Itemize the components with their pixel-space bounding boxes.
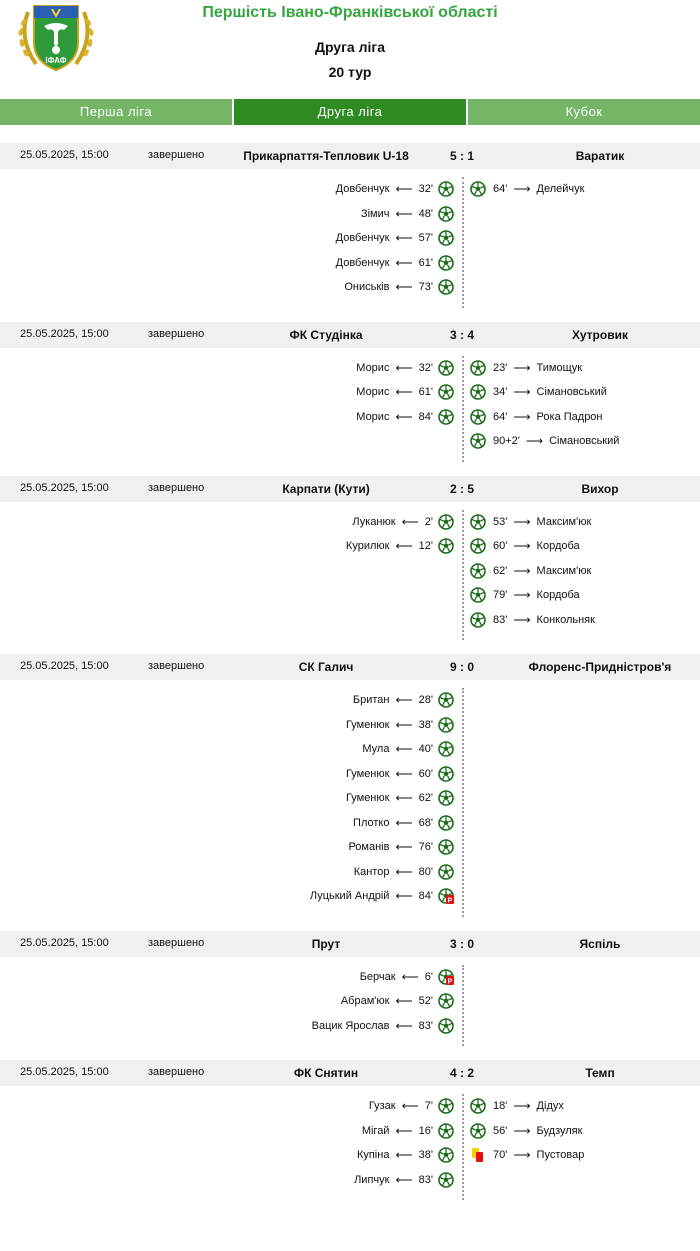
events-divider (462, 1094, 464, 1200)
scorer-name: Абрам'юк (340, 995, 390, 1007)
goal-minute: 61' (418, 386, 433, 398)
scorer-name: Зімич (360, 207, 390, 220)
scorer-name: Курилюк (345, 540, 390, 552)
away-goal-event (470, 1096, 564, 1116)
arrow-left-icon: ⟵ (395, 742, 413, 756)
ball-icon (438, 384, 454, 400)
scorer-name: Романів (348, 841, 390, 853)
ball-icon (438, 839, 454, 855)
match-status: завершено (148, 660, 205, 672)
away-team: Флоренс-Придністров'я (528, 660, 672, 674)
match-block (0, 654, 700, 917)
ball-icon (470, 1098, 486, 1114)
arrow-left-icon: ⟵ (395, 889, 413, 903)
ball-icon (438, 279, 454, 295)
goal-minute: 70' (493, 1149, 508, 1161)
scorer-name: Морис (356, 386, 390, 398)
arrow-left-icon: ⟵ (395, 182, 413, 196)
events-divider (462, 965, 464, 1047)
match-block (0, 1060, 700, 1200)
home-goal-event (336, 228, 454, 248)
goal-minute: 6' (424, 970, 433, 983)
events-divider (462, 177, 464, 308)
arrow-left-icon: ⟵ (395, 864, 413, 879)
home-team: Прикарпаття-Тепловик U-18 (243, 149, 409, 163)
home-goal-event (362, 739, 454, 759)
scorer-name: Сімановський (549, 435, 620, 447)
ball-icon (470, 514, 486, 530)
match-score: 9 : 0 (449, 660, 474, 674)
goal-minute: 57' (418, 232, 433, 244)
home-team: ФК Снятин (293, 1066, 359, 1080)
match-header-row[interactable] (0, 931, 700, 957)
away-goal-event (470, 1145, 584, 1165)
scorer-name: Гуменюк (346, 718, 390, 731)
home-goal-event (369, 1096, 454, 1116)
home-goal-event (336, 253, 454, 273)
match-date: 25.05.2025, 15:00 (20, 327, 109, 340)
goal-minute: 2' (424, 515, 433, 528)
goal-minute: 84' (418, 410, 433, 423)
scorer-name: Делейчук (536, 183, 585, 195)
goal-minute: 60' (418, 767, 433, 780)
home-goal-event (346, 536, 454, 556)
arrow-left-icon: ⟵ (395, 717, 413, 732)
goal-minute: 48' (418, 207, 433, 220)
ball-icon (470, 433, 486, 449)
scorer-name: Довбенчук (335, 183, 390, 195)
home-team: Прут (311, 936, 341, 951)
arrow-left-icon: ⟵ (395, 815, 413, 830)
ball-icon (438, 230, 454, 246)
arrow-left-icon: ⟵ (395, 840, 413, 854)
away-goal-event (470, 512, 591, 532)
home-goal-event (357, 1145, 454, 1165)
ball-icon (438, 181, 454, 197)
away-goal-event (470, 358, 582, 378)
match-header-row[interactable] (0, 654, 700, 680)
scorer-name: Сімановський (536, 386, 607, 398)
match-header-row[interactable] (0, 322, 700, 348)
scorer-name: Кордоба (536, 540, 580, 552)
ball-icon (470, 587, 486, 603)
goal-minute: 38' (418, 718, 433, 731)
penalty-icon (438, 969, 454, 985)
ball-icon (470, 612, 486, 628)
match-status: завершено (148, 481, 205, 494)
home-goal-event (353, 813, 454, 833)
arrow-left-icon: ⟵ (395, 1018, 413, 1033)
goal-minute: 64' (493, 183, 508, 195)
goal-minute: 16' (418, 1124, 433, 1137)
events-divider (462, 356, 464, 462)
scorer-name: Максим'юк (536, 564, 592, 577)
arrow-left-icon: ⟵ (395, 206, 413, 221)
match-block (0, 143, 700, 308)
home-goal-event (336, 179, 454, 199)
goal-minute: 83' (418, 1173, 433, 1186)
ball-icon (438, 206, 454, 222)
arrow-left-icon: ⟵ (395, 255, 413, 270)
arrow-left-icon: ⟵ (395, 280, 413, 294)
goal-minute: 61' (418, 256, 433, 269)
svg-text:P: P (447, 897, 453, 904)
scorer-name: Конкольняк (536, 613, 595, 626)
events-divider (462, 688, 464, 917)
scorer-name: Дідух (536, 1100, 564, 1112)
goal-minute: 38' (418, 1149, 433, 1161)
match-status: завершено (148, 936, 205, 949)
match-date: 25.05.2025, 15:00 (20, 481, 109, 494)
ball-icon (438, 1147, 454, 1163)
match-score: 3 : 0 (449, 936, 474, 951)
scorer-name: Рока Падрон (536, 410, 603, 423)
arrow-left-icon: ⟵ (395, 360, 413, 375)
arrow-right-icon: ⟶ (513, 539, 531, 553)
ball-icon (438, 538, 454, 554)
home-team: СК Галич (298, 660, 354, 674)
scorer-name: Довбенчук (335, 256, 390, 269)
match-score: 2 : 5 (449, 481, 474, 496)
arrow-left-icon: ⟵ (401, 514, 419, 529)
home-goal-event (346, 715, 454, 735)
ball-icon (438, 1172, 454, 1188)
scorer-name: Морис (356, 410, 390, 423)
scorer-name: Довбенчук (335, 232, 390, 244)
ball-icon (438, 790, 454, 806)
scorer-name: Будзуляк (536, 1124, 583, 1137)
arrow-right-icon: ⟶ (513, 1148, 531, 1162)
ball-icon (470, 181, 486, 197)
match-events (0, 965, 700, 1047)
arrow-left-icon: ⟵ (395, 1172, 413, 1187)
arrow-right-icon: ⟶ (525, 434, 544, 448)
away-team: Хутровик (572, 327, 628, 342)
away-goal-event (470, 179, 584, 199)
scorer-name: Морис (356, 361, 390, 374)
ball-icon (438, 717, 454, 733)
home-goal-event (361, 204, 454, 224)
scorer-name: Кордоба (536, 589, 580, 601)
arrow-right-icon: ⟶ (513, 182, 531, 196)
ball-icon (438, 993, 454, 1009)
goal-minute: 90+2' (493, 435, 520, 447)
ball-icon (470, 563, 486, 579)
home-goal-event (362, 1121, 454, 1141)
home-goal-event (346, 788, 454, 808)
scorer-name: Максим'юк (536, 515, 592, 528)
tab-second-league[interactable]: Друга ліга (234, 99, 466, 125)
ball-icon (438, 692, 454, 708)
arrow-left-icon: ⟵ (401, 1099, 419, 1113)
home-goal-event (360, 967, 454, 987)
goal-minute: 68' (418, 816, 433, 829)
arrow-right-icon: ⟶ (513, 588, 531, 602)
match-block (0, 322, 700, 462)
goal-minute: 60' (493, 540, 508, 552)
home-goal-event (312, 1016, 454, 1036)
arrow-left-icon: ⟵ (401, 969, 419, 984)
league-subtitle: Друга ліга (314, 39, 386, 55)
goal-minute: 83' (493, 613, 508, 626)
ball-icon (438, 1018, 454, 1034)
arrow-left-icon: ⟵ (395, 1148, 413, 1162)
match-events (0, 688, 700, 917)
arrow-left-icon: ⟵ (395, 539, 413, 553)
tab-first-league[interactable]: Перша ліга (0, 99, 232, 125)
scorer-name: Берчак (359, 970, 396, 983)
match-status: завершено (148, 149, 205, 161)
events-divider (462, 510, 464, 641)
yellow-red-card-icon (470, 1147, 486, 1163)
ball-icon (470, 384, 486, 400)
arrow-left-icon: ⟵ (395, 231, 413, 245)
ball-icon (470, 409, 486, 425)
ball-icon (438, 1098, 454, 1114)
goal-minute: 18' (493, 1100, 508, 1112)
goal-minute: 7' (424, 1100, 433, 1112)
away-goal-event (470, 561, 591, 581)
match-date: 25.05.2025, 15:00 (20, 149, 109, 161)
match-events (0, 510, 700, 641)
scorer-name: Пустовар (536, 1149, 585, 1161)
match-list (0, 143, 700, 1214)
match-header-row[interactable] (0, 476, 700, 502)
arrow-left-icon: ⟵ (395, 994, 413, 1008)
ball-icon (438, 864, 454, 880)
arrow-right-icon: ⟶ (513, 612, 531, 627)
match-score: 4 : 2 (449, 1066, 474, 1080)
ball-icon (438, 815, 454, 831)
scorer-name: Ониськів (344, 281, 390, 293)
home-goal-event (341, 991, 454, 1011)
goal-minute: 83' (418, 1019, 433, 1032)
scorer-name: Мігай (361, 1124, 390, 1137)
ball-icon (438, 514, 454, 530)
goal-minute: 52' (418, 995, 433, 1007)
home-goal-event (353, 690, 454, 710)
ball-icon (438, 1123, 454, 1139)
goal-minute: 62' (493, 564, 508, 577)
goal-minute: 76' (418, 841, 433, 853)
goal-minute: 12' (418, 540, 433, 552)
goal-minute: 80' (418, 865, 433, 878)
home-goal-event (354, 862, 454, 882)
scorer-name: Луцький Андрій (309, 890, 390, 902)
away-team: Яспіль (579, 936, 621, 951)
match-block (0, 931, 700, 1047)
home-goal-event (344, 277, 454, 297)
scorer-name: Плотко (353, 816, 390, 829)
page-title: Першість Івано-Франківської області (202, 4, 498, 21)
home-team: Карпати (Кути) (282, 481, 370, 496)
scorer-name: Гуменюк (346, 792, 390, 804)
ball-icon (438, 360, 454, 376)
league-tabs (0, 99, 700, 125)
match-score: 3 : 4 (449, 327, 474, 342)
away-goal-event (470, 585, 580, 605)
ball-icon (438, 255, 454, 271)
logo-text: ІФАФ (45, 56, 67, 65)
home-goal-event (310, 886, 454, 906)
scorer-name: Мула (362, 743, 390, 755)
match-events (0, 356, 700, 462)
penalty-icon (438, 888, 454, 904)
home-goal-event (356, 382, 454, 402)
arrow-right-icon: ⟶ (513, 514, 531, 529)
page-header (0, 0, 700, 98)
scorer-name: Кантор (353, 865, 390, 878)
match-status: завершено (148, 1066, 205, 1078)
away-goal-event (470, 382, 607, 402)
scorer-name: Британ (352, 694, 390, 706)
scorer-name: Луканюк (352, 515, 396, 528)
match-status: завершено (148, 327, 205, 340)
match-block (0, 476, 700, 641)
goal-minute: 53' (493, 515, 508, 528)
scorer-name: Тимощук (536, 361, 583, 374)
away-goal-event (470, 431, 619, 451)
arrow-right-icon: ⟶ (513, 360, 531, 375)
ball-icon (470, 538, 486, 554)
arrow-left-icon: ⟵ (395, 409, 413, 424)
arrow-left-icon: ⟵ (395, 1123, 413, 1138)
home-goal-event (346, 764, 454, 784)
away-goal-event (470, 536, 580, 556)
match-score: 5 : 1 (449, 149, 474, 163)
match-header-row[interactable] (0, 143, 700, 169)
tab-cup[interactable]: Кубок (468, 99, 700, 125)
scorer-name: Гузак (368, 1100, 396, 1112)
scorer-name: Липчук (354, 1173, 390, 1186)
scorer-name: Гуменюк (346, 767, 390, 780)
goal-minute: 56' (493, 1124, 508, 1137)
arrow-left-icon: ⟵ (395, 385, 413, 399)
goal-minute: 73' (418, 281, 433, 293)
arrow-right-icon: ⟶ (513, 1123, 531, 1138)
arrow-right-icon: ⟶ (513, 563, 531, 578)
goal-minute: 34' (493, 386, 508, 398)
away-team: Вихор (581, 481, 619, 496)
away-team: Темп (585, 1066, 615, 1080)
arrow-right-icon: ⟶ (513, 385, 531, 399)
arrow-left-icon: ⟵ (395, 791, 413, 805)
goal-minute: 32' (418, 183, 433, 195)
scorer-name: Вацик Ярослав (311, 1019, 390, 1032)
goal-minute: 84' (418, 890, 433, 902)
home-goal-event (356, 407, 454, 427)
ball-icon (470, 360, 486, 376)
match-header-row[interactable] (0, 1060, 700, 1086)
goal-minute: 28' (418, 694, 433, 706)
match-date: 25.05.2025, 15:00 (20, 936, 109, 949)
goal-minute: 40' (418, 743, 433, 755)
away-goal-event (470, 610, 595, 630)
goal-minute: 79' (493, 589, 508, 601)
round-label: 20 тур (328, 64, 372, 80)
away-goal-event (470, 407, 603, 427)
away-goal-event (470, 1121, 582, 1141)
home-goal-event (348, 837, 454, 857)
match-events (0, 1094, 700, 1200)
goal-minute: 62' (418, 792, 433, 804)
goal-minute: 64' (493, 410, 508, 423)
match-date: 25.05.2025, 15:00 (20, 660, 109, 672)
away-team: Варатик (575, 149, 625, 163)
match-events (0, 177, 700, 308)
ball-icon (438, 741, 454, 757)
ball-icon (438, 766, 454, 782)
arrow-left-icon: ⟵ (395, 766, 413, 781)
arrow-right-icon: ⟶ (513, 409, 531, 424)
ball-icon (438, 409, 454, 425)
home-goal-event (352, 512, 454, 532)
home-goal-event (356, 358, 454, 378)
home-goal-event (354, 1170, 454, 1190)
goal-minute: 32' (418, 361, 433, 374)
scorer-name: Купіна (356, 1149, 390, 1161)
arrow-left-icon: ⟵ (395, 693, 413, 707)
goal-minute: 23' (493, 361, 508, 374)
ball-icon (470, 1123, 486, 1139)
home-team: ФК Студінка (289, 327, 363, 342)
arrow-right-icon: ⟶ (513, 1099, 531, 1113)
match-date: 25.05.2025, 15:00 (20, 1066, 109, 1078)
svg-text:P: P (447, 978, 453, 985)
